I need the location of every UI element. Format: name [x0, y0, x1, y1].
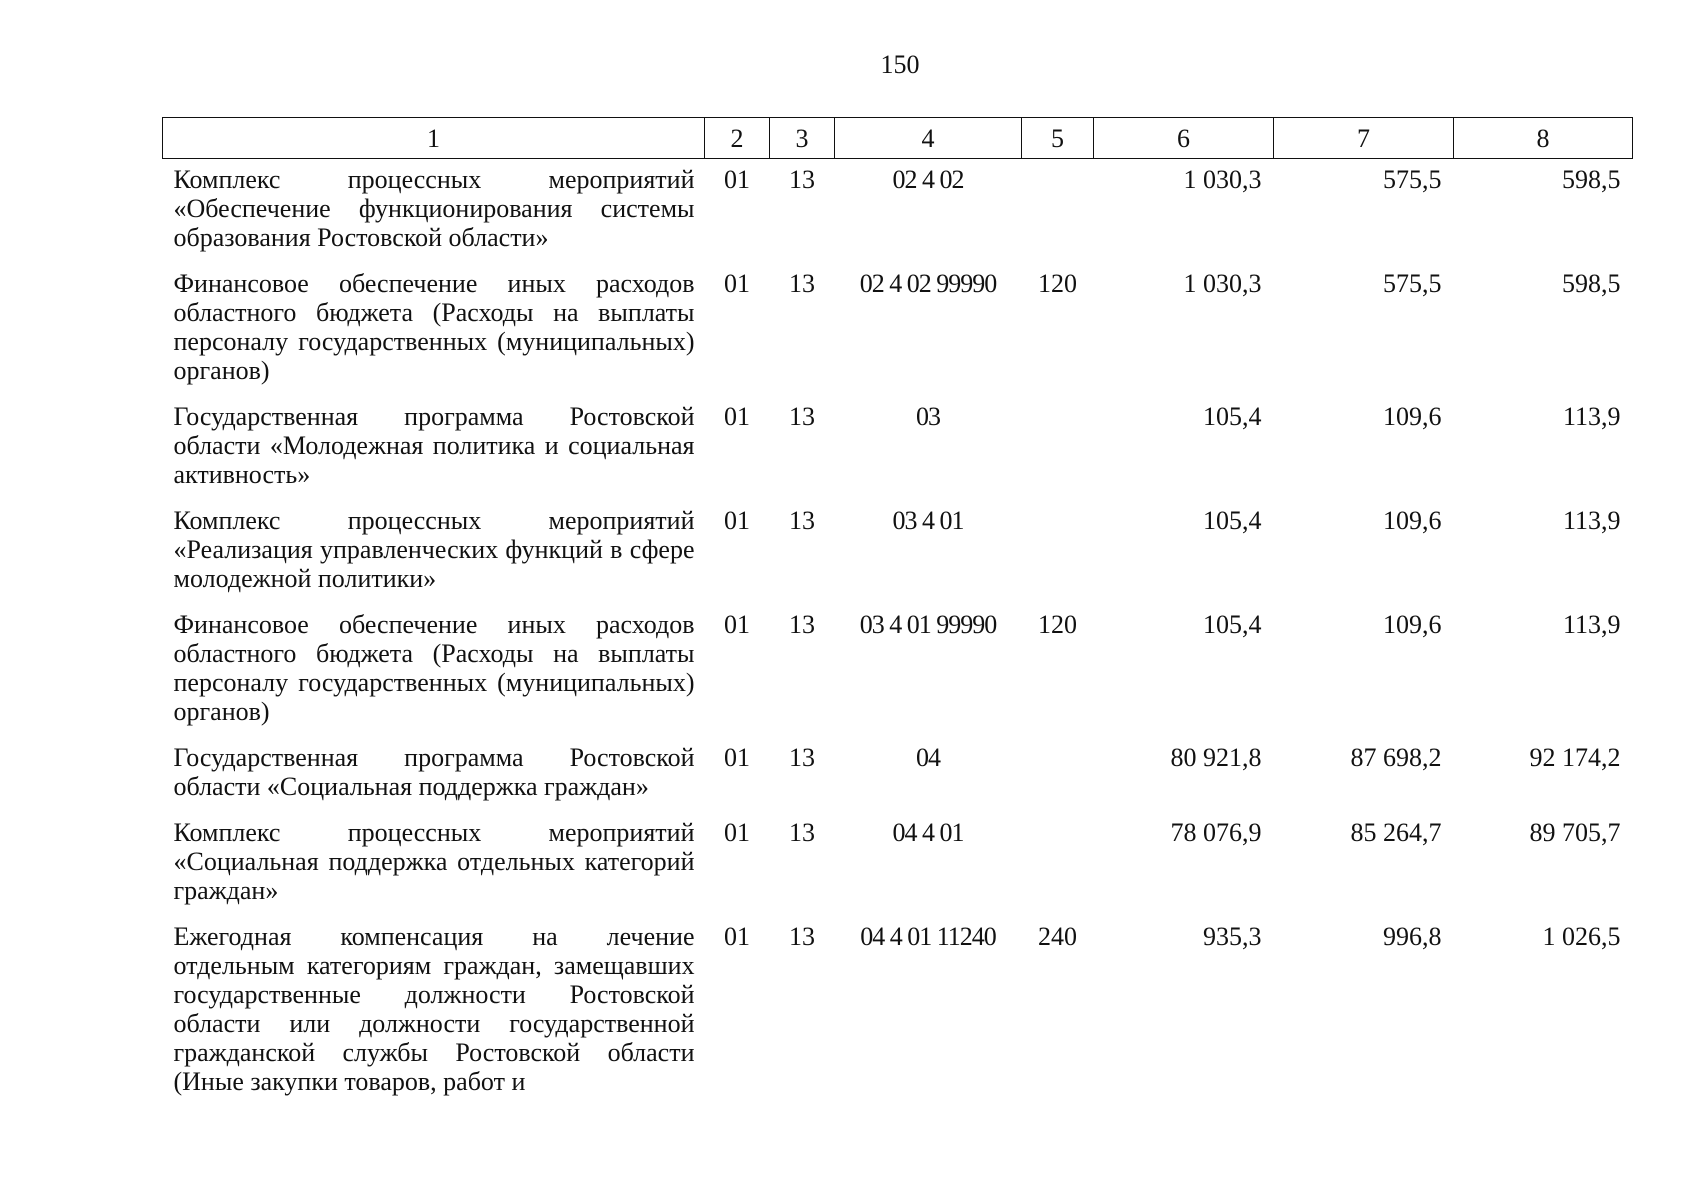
row-expense-type — [1022, 737, 1094, 812]
table-row — [163, 159, 1633, 264]
row-name: Финансовое обеспечение иных расходов областного бюджета (Расходы на выплаты персоналу государственных (муниципальных) органов) — [173, 269, 695, 385]
row-amount-year-1: 1 030,3 — [1183, 269, 1262, 298]
table-body — [163, 159, 1633, 1108]
row-target-article: 03 4 01 99990 — [859, 610, 997, 639]
row-amount-year-3: 1 026,5 — [1542, 922, 1621, 951]
row-section: 01 — [724, 402, 750, 431]
column-header-name: 1 — [163, 118, 705, 159]
row-amount-year-2: 109,6 — [1383, 610, 1442, 639]
row-target-article: 03 4 01 — [892, 506, 964, 535]
row-amount-year-3: 113,9 — [1562, 402, 1621, 431]
row-name: Государственная программа Ростовской области «Социальная поддержка граждан» — [173, 743, 695, 801]
row-amount-year-1: 80 921,8 — [1170, 743, 1262, 772]
row-amount-year-3: 89 705,7 — [1529, 818, 1621, 847]
row-amount-year-1: 1 030,3 — [1183, 165, 1262, 194]
row-expense-type: 120 — [1038, 610, 1077, 639]
column-header-section: 2 — [705, 118, 770, 159]
row-target-article: 02 4 02 — [892, 165, 964, 194]
row-amount-year-1: 105,4 — [1203, 506, 1262, 535]
row-amount-year-2: 575,5 — [1383, 269, 1442, 298]
row-target-article: 03 — [916, 402, 940, 431]
column-header-target-article: 4 — [835, 118, 1022, 159]
row-name: Комплекс процессных мероприятий «Обеспечение функционирования системы образования Ростовской области» — [173, 165, 695, 252]
table-row — [163, 812, 1633, 916]
row-amount-year-2: 575,5 — [1383, 165, 1442, 194]
row-amount-year-3: 598,5 — [1562, 165, 1621, 194]
row-expense-type: 120 — [1038, 269, 1077, 298]
row-amount-year-3: 113,9 — [1562, 610, 1621, 639]
row-name: Ежегодная компенсация на лечение отдельным категориям граждан, замещавших государственные должности Ростовской области или должности государственной гражданской службы Ростовской области (Иные закупки товаров, работ и — [173, 922, 695, 1096]
column-header-year-3: 8 — [1454, 118, 1633, 159]
row-section: 01 — [724, 610, 750, 639]
table-row — [163, 263, 1633, 396]
row-name: Комплекс процессных мероприятий «Социальная поддержка отдельных категорий граждан» — [173, 818, 695, 905]
row-subsection: 13 — [789, 165, 815, 194]
row-section: 01 — [724, 506, 750, 535]
column-header-year-2: 7 — [1274, 118, 1454, 159]
row-expense-type — [1022, 396, 1094, 500]
row-section: 01 — [724, 743, 750, 772]
row-expense-type: 240 — [1038, 922, 1077, 951]
row-subsection: 13 — [789, 818, 815, 847]
row-subsection: 13 — [789, 269, 815, 298]
row-subsection: 13 — [789, 922, 815, 951]
row-amount-year-3: 598,5 — [1562, 269, 1621, 298]
row-amount-year-3: 113,9 — [1562, 506, 1621, 535]
page-number: 150 — [880, 50, 920, 79]
row-section: 01 — [724, 818, 750, 847]
row-target-article: 04 4 01 11240 — [860, 922, 996, 951]
row-expense-type — [1022, 500, 1094, 604]
column-header-year-1: 6 — [1094, 118, 1274, 159]
row-amount-year-1: 78 076,9 — [1170, 818, 1262, 847]
table-row — [163, 737, 1633, 812]
row-target-article: 02 4 02 99990 — [859, 269, 997, 298]
row-amount-year-1: 105,4 — [1203, 402, 1262, 431]
table-row — [163, 396, 1633, 500]
row-name: Финансовое обеспечение иных расходов областного бюджета (Расходы на выплаты персоналу государственных (муниципальных) органов) — [173, 610, 695, 726]
table-row — [163, 916, 1633, 1107]
row-name: Комплекс процессных мероприятий «Реализация управленческих функций в сфере молодежной политики» — [173, 506, 695, 593]
row-amount-year-1: 935,3 — [1203, 922, 1262, 951]
row-subsection: 13 — [789, 743, 815, 772]
table-header — [163, 118, 1633, 159]
table-row — [163, 500, 1633, 604]
row-amount-year-2: 109,6 — [1383, 402, 1442, 431]
row-amount-year-2: 996,8 — [1383, 922, 1442, 951]
row-section: 01 — [724, 922, 750, 951]
row-amount-year-3: 92 174,2 — [1529, 743, 1621, 772]
row-target-article: 04 4 01 — [892, 818, 964, 847]
row-amount-year-1: 105,4 — [1203, 610, 1262, 639]
row-name: Государственная программа Ростовской области «Молодежная политика и социальная активность» — [173, 402, 695, 489]
row-section: 01 — [724, 269, 750, 298]
row-section: 01 — [724, 165, 750, 194]
row-amount-year-2: 109,6 — [1383, 506, 1442, 535]
budget-table — [162, 117, 1633, 1107]
row-amount-year-2: 85 264,7 — [1350, 818, 1442, 847]
column-header-subsection: 3 — [770, 118, 835, 159]
header-row — [163, 118, 1633, 159]
row-subsection: 13 — [789, 610, 815, 639]
table-row — [163, 604, 1633, 737]
row-expense-type — [1022, 812, 1094, 916]
row-expense-type — [1022, 159, 1094, 264]
row-subsection: 13 — [789, 506, 815, 535]
row-subsection: 13 — [789, 402, 815, 431]
row-target-article: 04 — [916, 743, 940, 772]
column-header-expense-type: 5 — [1022, 118, 1094, 159]
row-amount-year-2: 87 698,2 — [1350, 743, 1442, 772]
